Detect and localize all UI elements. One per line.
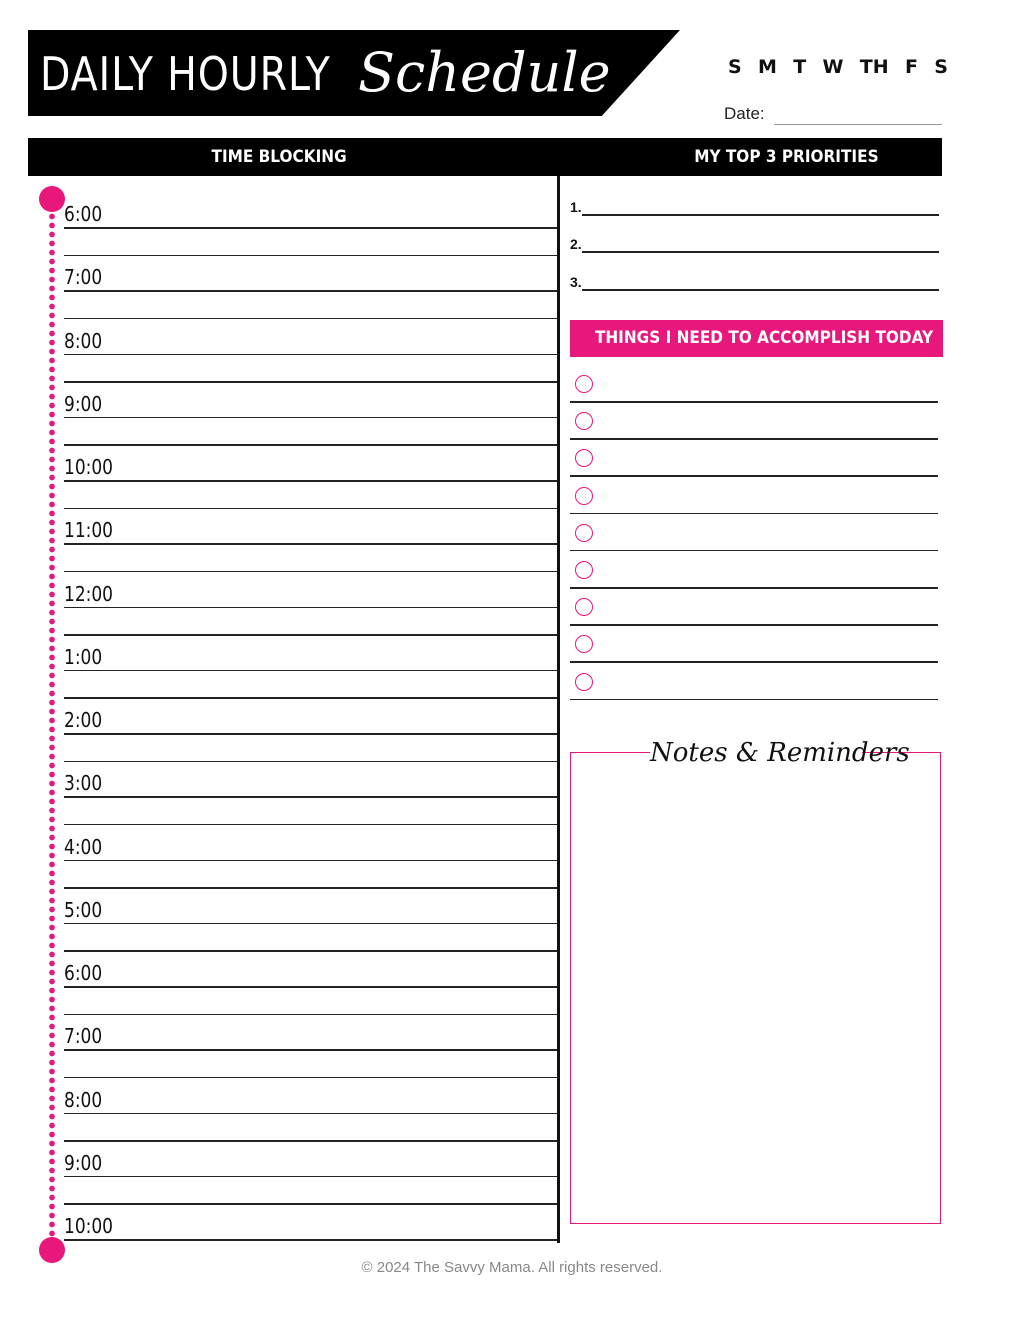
time-label: 8:00 (64, 1087, 103, 1112)
half-hour-line[interactable] (64, 318, 557, 320)
time-label: 12:00 (64, 581, 113, 606)
day-wednesday[interactable]: W (822, 56, 844, 78)
priorities-header: MY TOP 3 PRIORITIES (694, 147, 879, 167)
notes-title: Notes & Reminders (650, 738, 910, 768)
date-field[interactable] (774, 124, 942, 125)
priority-number: 2. (570, 236, 582, 252)
time-label: 11:00 (64, 518, 113, 543)
time-slot-line[interactable] (64, 354, 557, 356)
half-hour-line[interactable] (64, 887, 557, 889)
half-hour-line[interactable] (64, 1077, 557, 1079)
time-slot-line[interactable] (64, 227, 557, 229)
task-line[interactable] (570, 550, 938, 552)
notes-box[interactable] (570, 752, 941, 1224)
page-title: DAILY HOURLY (40, 47, 331, 101)
half-hour-line[interactable] (64, 824, 557, 826)
checkbox-circle-icon[interactable] (575, 598, 593, 616)
checkbox-circle-icon[interactable] (575, 524, 593, 542)
day-friday[interactable]: F (904, 56, 918, 78)
timeline-dots (49, 212, 55, 1238)
time-slot-line[interactable] (64, 796, 557, 798)
time-label: 1:00 (64, 644, 103, 669)
day-thursday[interactable]: TH (859, 56, 889, 78)
time-slot-line[interactable] (64, 607, 557, 609)
task-line[interactable] (570, 401, 938, 403)
task-line[interactable] (570, 513, 938, 515)
time-slot-line[interactable] (64, 480, 557, 482)
checkbox-circle-icon[interactable] (575, 635, 593, 653)
time-label: 7:00 (64, 1024, 103, 1049)
time-slot-line[interactable] (64, 670, 557, 672)
half-hour-line[interactable] (64, 571, 557, 573)
checkbox-circle-icon[interactable] (575, 673, 593, 691)
time-label: 4:00 (64, 834, 103, 859)
page-title-script: Schedule (358, 41, 611, 104)
time-label: 7:00 (64, 265, 103, 290)
time-blocking-header: TIME BLOCKING (211, 147, 347, 167)
task-line[interactable] (570, 624, 938, 626)
priority-line[interactable] (582, 214, 939, 216)
time-slot-line[interactable] (64, 543, 557, 545)
time-label: 9:00 (64, 391, 103, 416)
time-slot-line[interactable] (64, 1239, 557, 1241)
checkbox-circle-icon[interactable] (575, 412, 593, 430)
time-slot-line[interactable] (64, 417, 557, 419)
time-label: 10:00 (64, 1214, 113, 1238)
time-label: 9:00 (64, 1150, 103, 1175)
time-slot-line[interactable] (64, 1176, 557, 1178)
day-monday[interactable]: M (758, 56, 777, 78)
column-divider (557, 176, 560, 1243)
half-hour-line[interactable] (64, 444, 557, 446)
task-line[interactable] (570, 475, 938, 477)
half-hour-line[interactable] (64, 697, 557, 699)
half-hour-line[interactable] (64, 1140, 557, 1142)
copyright-footer: © 2024 The Savvy Mama. All rights reserved. (361, 1259, 663, 1276)
priority-number: 3. (570, 274, 582, 290)
time-slot-line[interactable] (64, 1049, 557, 1051)
checkbox-circle-icon[interactable] (575, 561, 593, 579)
task-line[interactable] (570, 438, 938, 440)
priority-line[interactable] (582, 251, 939, 253)
accomplish-header: THINGS I NEED TO ACCOMPLISH TODAY (594, 328, 934, 348)
task-line[interactable] (570, 661, 938, 663)
time-label: 6:00 (64, 961, 103, 985)
time-label: 10:00 (64, 455, 113, 479)
checkbox-circle-icon[interactable] (575, 449, 593, 467)
half-hour-line[interactable] (64, 1203, 557, 1205)
time-slot-line[interactable] (64, 986, 557, 988)
half-hour-line[interactable] (64, 950, 557, 952)
time-slot-line[interactable] (64, 860, 557, 862)
half-hour-line[interactable] (64, 381, 557, 383)
half-hour-line[interactable] (64, 634, 557, 636)
checkbox-circle-icon[interactable] (575, 487, 593, 505)
day-tuesday[interactable]: T (793, 56, 807, 78)
time-slot-line[interactable] (64, 1113, 557, 1115)
half-hour-line[interactable] (64, 508, 557, 510)
priority-line[interactable] (582, 289, 939, 291)
time-label: 3:00 (64, 771, 103, 796)
time-slot-line[interactable] (64, 290, 557, 292)
day-sunday[interactable]: S (728, 56, 742, 78)
priority-number: 1. (570, 199, 582, 215)
time-slot-line[interactable] (64, 923, 557, 925)
task-line[interactable] (570, 699, 938, 701)
timeline-start-dot (39, 186, 65, 212)
time-label: 5:00 (64, 897, 103, 922)
time-slot-line[interactable] (64, 733, 557, 735)
half-hour-line[interactable] (64, 1014, 557, 1016)
task-line[interactable] (570, 587, 938, 589)
date-label: Date: (724, 104, 765, 123)
time-label: 6:00 (64, 202, 103, 226)
day-saturday[interactable]: S (934, 56, 948, 78)
weekday-selector (728, 56, 948, 78)
time-label: 2:00 (64, 708, 103, 732)
half-hour-line[interactable] (64, 761, 557, 763)
half-hour-line[interactable] (64, 255, 557, 257)
time-label: 8:00 (64, 328, 103, 353)
checkbox-circle-icon[interactable] (575, 375, 593, 393)
